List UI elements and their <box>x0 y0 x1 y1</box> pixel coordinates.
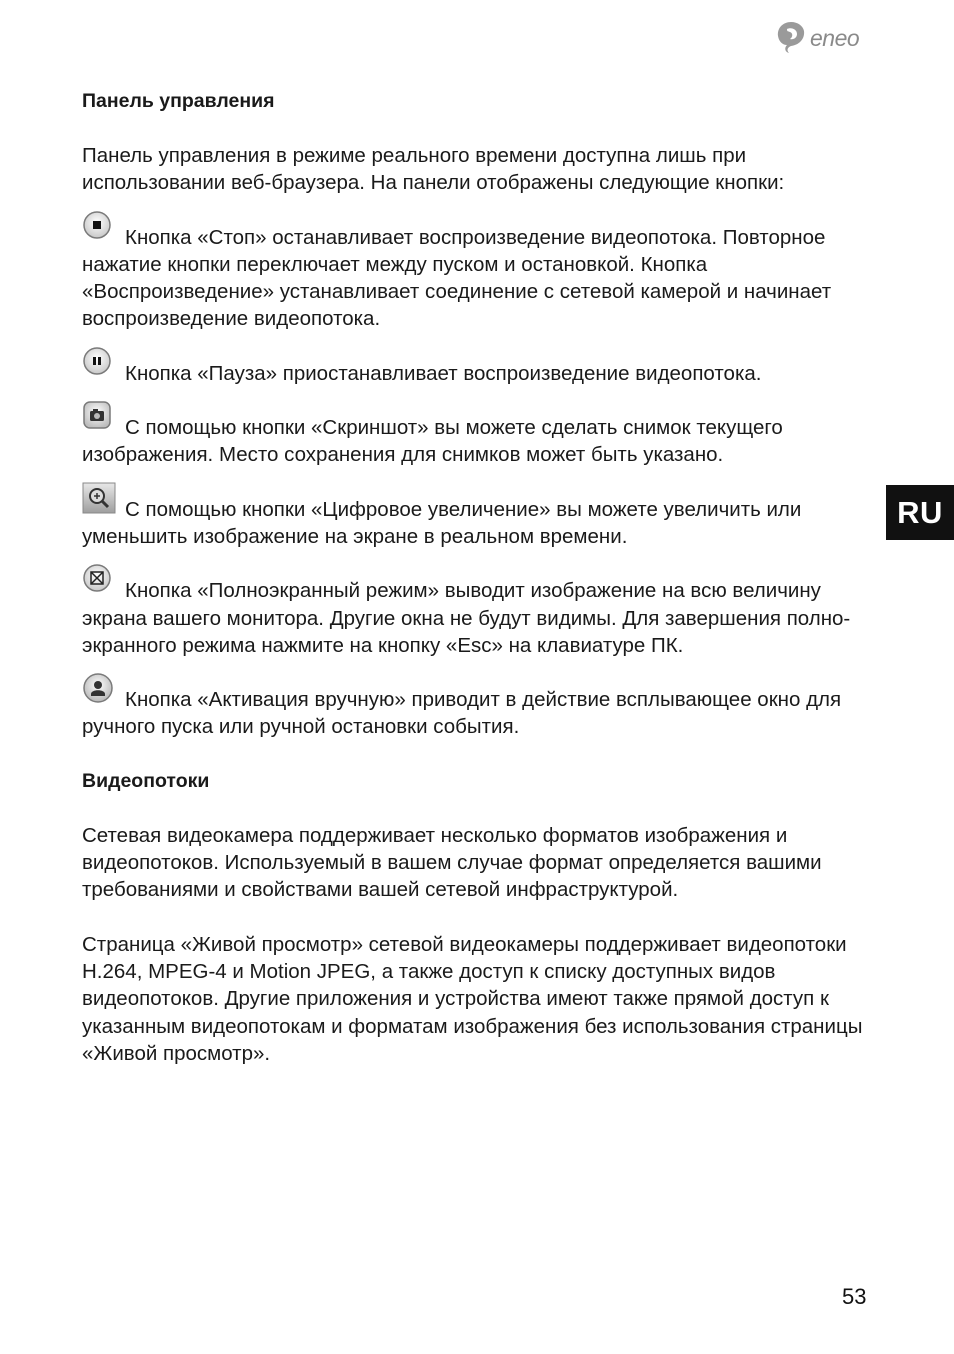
stop-button-description <box>82 224 874 333</box>
digital-zoom-button-text: С помощью кнопки «Цифровое увеличение» вы можете увеличить или уменьшить изображение на экране в реальном времени. <box>82 497 802 548</box>
video-streams-paragraph-1: Сетевая видеокамера поддерживает несколько форматов изображения и видеопотоков. Используемый в вашем случае формат определяется вашими требованиями и свойствами вашей сетевой инфраструктурой. <box>82 823 822 902</box>
eneo-logo <box>775 20 859 54</box>
pause-icon <box>82 346 112 376</box>
control-panel-intro: Панель управления в режиме реального времени доступна лишь при использовании веб-браузера. На панели отображены следующие кнопки: <box>82 144 785 195</box>
pause-button-text: Кнопка «Пауза» приостанавливает воспроизведение видеопотока. <box>125 361 762 385</box>
stop-icon <box>82 210 112 240</box>
fullscreen-button-description <box>82 577 874 659</box>
logo-text: eneo <box>810 24 860 51</box>
eneo-logo-icon <box>775 20 807 54</box>
stop-button-text: Кнопка «Стоп» останавливает воспроизведение видеопотока. Повторное нажатие кнопки переключает между пуском и остановкой. Кнопка «Воспроизведение» устанавливает соединение с сетевой камерой и начинает воспроизведение видеопотока. <box>82 225 832 331</box>
digital-zoom-button-description <box>82 496 874 551</box>
manual-trigger-icon <box>82 672 112 702</box>
manual-trigger-button-text: Кнопка «Активация вручную» приводит в действие всплывающее окно для ручного пуска или ручной остановки события. <box>82 688 842 739</box>
video-streams-paragraph-2: Страница «Живой просмотр» сетевой видеокамеры поддерживает видеопотоки H.264, MPEG-4 и Motion JPEG, а также доступ к списку доступных видов видеопотоков. Другие приложения и устройства имеют также прямой доступ к указанным видеопотокам и форматам изображения без использования страницы «Живой просмотр». <box>82 932 863 1065</box>
snapshot-icon <box>82 400 112 430</box>
section-heading-control-panel: Панель управления <box>82 90 275 112</box>
digital-zoom-icon <box>82 482 112 512</box>
manual-trigger-button-description <box>82 686 874 741</box>
pause-button-description <box>82 360 874 387</box>
snapshot-button-description <box>82 414 874 469</box>
fullscreen-icon <box>82 563 112 593</box>
page-content <box>82 88 874 1094</box>
section-heading-video-streams: Видеопотоки <box>82 769 210 792</box>
fullscreen-button-text: Кнопка «Полноэкранный режим» выводит изображение на всю величину экрана вашего монитора. Другие окна не будут видимы. Для завершения полно-экранного режима нажмите на кнопку «Esc» на клавиатуре ПК. <box>82 579 851 657</box>
snapshot-button-text: С помощью кнопки «Скриншот» вы можете сделать снимок текущего изображения. Место сохранения для снимков может быть указано. <box>82 416 783 467</box>
language-tab-ru: RU <box>886 485 954 540</box>
page-number: 53 <box>842 1284 867 1309</box>
